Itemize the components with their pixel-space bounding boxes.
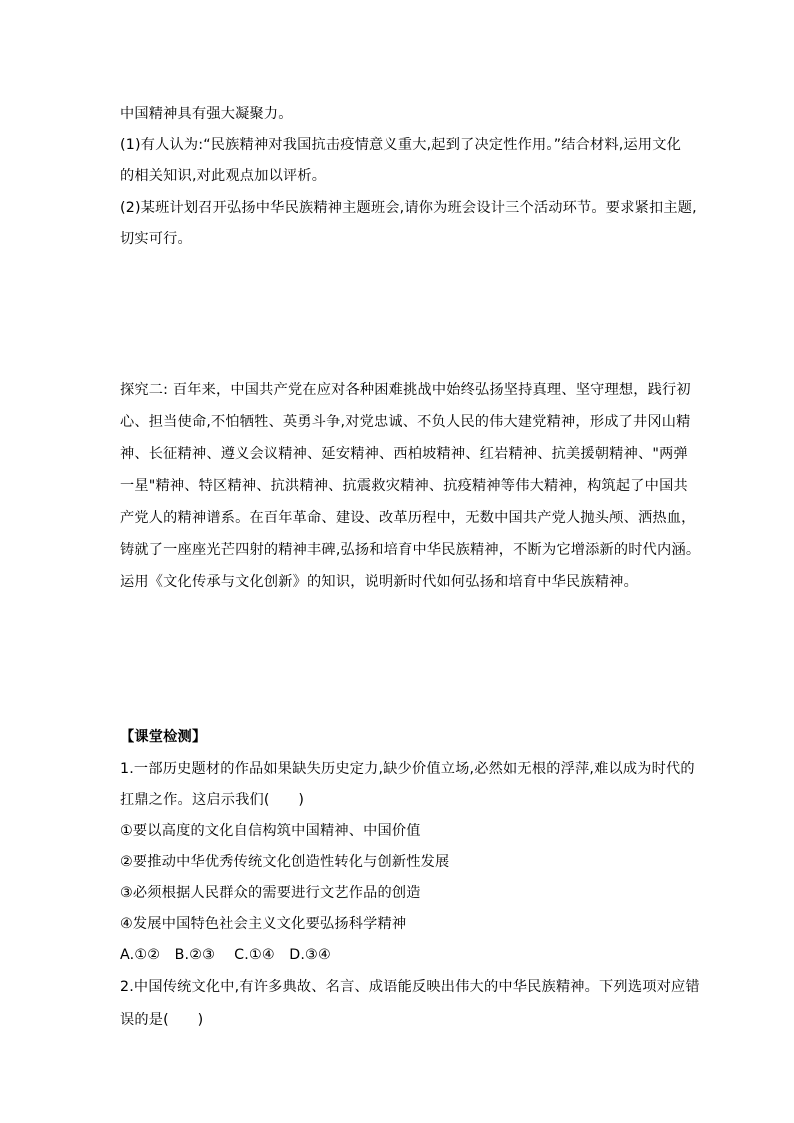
text-line: 铸就了一座座光芒四射的精神丰碑,弘扬和培育中华民族精神，不断为它增添新的时代内涵。 (120, 542, 701, 558)
text-line: 中国精神具有强大凝聚力。 (120, 106, 293, 122)
text-line: 的相关知识,对此观点加以评析。 (120, 168, 327, 184)
section-heading: 【课堂检测】 (120, 729, 207, 745)
text-line: 一星"精神、特区精神、抗洪精神、抗震救灾精神、抗疫精神等伟大精神，构筑起了中国共 (120, 478, 688, 494)
text-line: 神、长征精神、遵义会议精神、延安精神、西柏坡精神、红岩精神、抗美援朝精神、"两弹 (120, 446, 688, 462)
option-line: ④发展中国特色社会主义文化要弘扬科学精神 (120, 916, 407, 932)
question-line: 2.中国传统文化中,有许多典故、名言、成语能反映出伟大的中华民族精神。下列选项对应错 (120, 979, 700, 995)
question-line: 扛鼎之作。这启示我们( ) (120, 792, 305, 808)
text-line: (2)某班计划召开弘扬中华民族精神主题班会,请你为班会设计三个活动环节。要求紧扣主题, (120, 200, 697, 216)
text-line: 切实可行。 (120, 231, 192, 247)
option-line: ②要推动中华优秀传统文化创造性转化与创新性发展 (120, 854, 450, 870)
text-line: 心、担当使命,不怕牺牲、英勇斗争,对党忠诚、不负人民的伟大建党精神，形成了井冈山精 (120, 414, 691, 430)
option-line: ③必须根据人民群众的需要进行文艺作品的创造 (120, 885, 421, 901)
text-line: 产党人的精神谱系。在百年革命、建设、改革历程中，无数中国共产党人抛头颅、洒热血， (120, 510, 696, 526)
text-line: 探究二: 百年来，中国共产党在应对各种困难挑战中始终弘扬坚持真理、坚守理想，践行初 (120, 382, 691, 398)
question-line: 1.一部历史题材的作品如果缺失历史定力,缺少价值立场,必然如无根的浮萍,难以成为时代的 (120, 761, 695, 777)
option-line: ①要以高度的文化自信构筑中国精神、中国价值 (120, 823, 421, 839)
text-line: (1)有人认为:“民族精神对我国抗击疫情意义重大,起到了决定性作用。”结合材料,运用文化 (120, 137, 682, 153)
answer-choices: A.①② B.②③ C.①④ D.③④ (120, 947, 331, 963)
text-line: 运用《文化传承与文化创新》的知识，说明新时代如何弘扬和培育中华民族精神。 (120, 574, 638, 590)
question-line: 误的是( ) (120, 1012, 204, 1028)
